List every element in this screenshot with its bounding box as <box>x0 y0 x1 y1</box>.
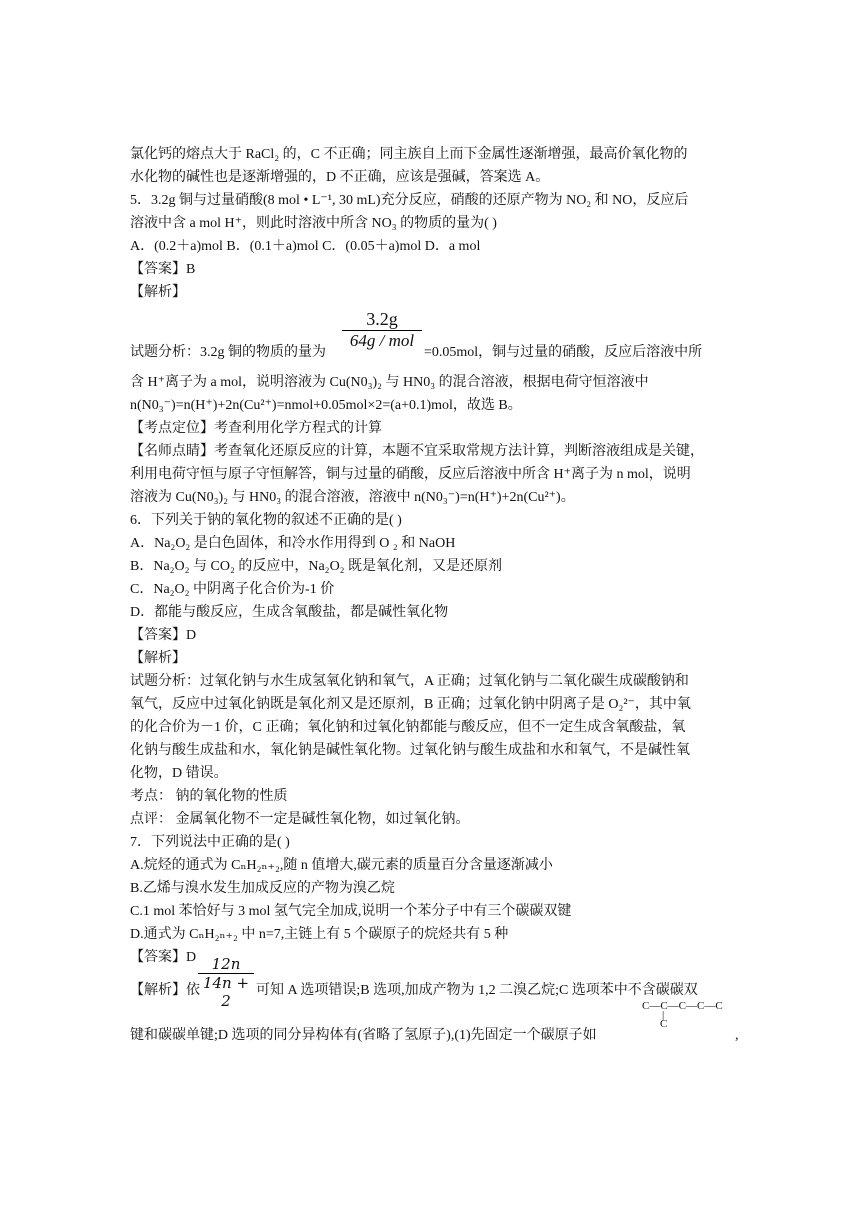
answer-label: 【答案】D <box>130 628 197 643</box>
question-6-option-c: C．Na₂O₂ 中阴离子化合价为-1 价 <box>130 582 335 597</box>
question-7-option-b: B.乙烯与溴水发生加成反应的产物为溴乙烷 <box>130 881 395 896</box>
analysis-text: =0.05mol，铜与过量的硝酸，反应后溶液中所 <box>424 345 703 360</box>
carbon-chain-main: C—C—C—C—C <box>642 1000 723 1012</box>
question-7-stem: 7．下列说法中正确的是( ) <box>130 835 290 850</box>
question-6-option-a: A．Na₂O₂ 是白色固体，和冷水作用得到 O ₂ 和 NaOH <box>130 536 456 551</box>
analysis-text: 氧气，反应中过氧化钠既是氧化剂又是还原剂，B 正确；过氧化钠中阴离子是 O₂²⁻，其中氧 <box>130 697 691 712</box>
answer-label: 【答案】B <box>130 262 196 277</box>
analysis-label: 【解析】 <box>130 651 186 666</box>
question-6-option-b: B．Na₂O₂ 与 CO₂ 的反应中，Na₂O₂ 既是氧化剂，又是还原剂 <box>130 559 503 574</box>
question-5-stem: 溶液中含 a mol H⁺，则此时溶液中所含 NO₃ 的物质的量为( ) <box>130 216 497 231</box>
teacher-note: 利用电荷守恒与原子守恒解答，铜与过量的硝酸，反应后溶液中所含 H⁺离子为 n mol，说明 <box>130 467 691 482</box>
text-line: 氯化钙的熔点大于 RaCl₂ 的，C 不正确；同主族自上而下金属性逐渐增强，最高价氧化物的 <box>130 147 688 162</box>
exam-point: 考点： 钠的氧化物的性质 <box>130 789 288 804</box>
punctuation: , <box>735 1028 739 1043</box>
analysis-text: 的化合价为－1 价，C 正确；氧化钠和过氧化钠都能与酸反应，但不一定生成含氧酸盐，氧 <box>130 720 686 735</box>
teacher-note: 溶液为 Cu(N0₃)₂ 与 HN0₃ 的混合溶液，溶液中 n(N0₃⁻)=n(H⁺)+2n(Cu²⁺)。 <box>130 490 575 505</box>
fraction-numerator: 3.2g <box>366 309 398 329</box>
question-5-stem: 5．3.2g 铜与过量硝酸(8 mol • L⁻¹, 30 mL)充分反应，硝酸的还原产物为 NO₂ 和 NO，反应后 <box>130 193 689 208</box>
analysis-text: 键和碳碳单键;D 选项的同分异构体有(省略了氢原子),(1)先固定一个碳原子如 <box>130 1028 597 1043</box>
analysis-text: 化物，D 错误。 <box>130 766 228 781</box>
analysis-text: n(N0₃⁻)=n(H⁺)+2n(Cu²⁺)=nmol+0.05mol×2=(a+0.1)mol，故选 B。 <box>130 398 522 413</box>
question-6-stem: 6．下列关于钠的氧化物的叙述不正确的是( ) <box>130 513 402 528</box>
analysis-text: 化钠与酸生成盐和水，氧化钠是碱性氧化物。过氧化钠与酸生成盐和水和氧气，不是碱性氧 <box>130 743 690 758</box>
analysis-text: 试题分析：3.2g 铜的物质的量为 <box>130 345 326 360</box>
question-7-option-c: C.1 mol 苯恰好与 3 mol 氢气完全加成,说明一个苯分子中有三个碳碳双键 <box>130 904 572 919</box>
teacher-note: 【名师点睛】考查氧化还原反应的计算，本题不宜采取常规方法计算，判断溶液组成是关键， <box>130 444 704 459</box>
analysis-text: 【解析】依 <box>130 983 200 998</box>
analysis-text: 试题分析：过氧化钠与水生成氢氧化钠和氧气，A 正确；过氧化钠与二氧化碳生成碳酸钠和 <box>130 674 689 689</box>
carbon-chain-bond: | <box>662 1009 665 1021</box>
fraction-carbon-percent <box>198 955 254 1010</box>
carbon-chain-branch: C <box>660 1018 668 1030</box>
fraction-denominator: 14n + 2 <box>202 974 250 1010</box>
analysis-label: 【解析】 <box>130 285 186 300</box>
fraction-numerator: 12n <box>211 955 241 973</box>
text-line: 水化物的碱性也是逐渐增强的，D 不正确，应该是强碱，答案选 A。 <box>130 170 550 185</box>
question-5-options: A．(0.2＋a)mol B．(0.1＋a)mol C．(0.05＋a)mol D．a mol <box>130 239 481 254</box>
comment: 点评： 金属氧化物不一定是碱性氧化物，如过氧化钠。 <box>130 812 470 827</box>
analysis-text: 含 H⁺离子为 a mol，说明溶液为 Cu(N0₃)₂ 与 HN0₃ 的混合溶液，根据电荷守恒溶液中 <box>130 375 649 390</box>
analysis-text: 可知 A 选项错误;B 选项,加成产物为 1,2 二溴乙烷;C 选项苯中不含碳碳双 <box>256 983 698 998</box>
fraction-copper-moles <box>342 309 422 351</box>
question-7-option-a: A.烷烃的通式为 CₙH₂ₙ₊₂,随 n 值增大,碳元素的质量百分含量逐渐减小 <box>130 858 553 873</box>
question-6-option-d: D．都能与酸反应，生成含氧酸盐，都是碱性氧化物 <box>130 605 449 620</box>
answer-label: 【答案】D <box>130 950 197 965</box>
exam-point: 【考点定位】考查利用化学方程式的计算 <box>130 421 382 436</box>
question-7-option-d: D.通式为 CₙH₂ₙ₊₂ 中 n=7,主链上有 5 个碳原子的烷烃共有 5 种 <box>130 927 509 942</box>
fraction-denominator: 64g / mol <box>349 331 415 350</box>
